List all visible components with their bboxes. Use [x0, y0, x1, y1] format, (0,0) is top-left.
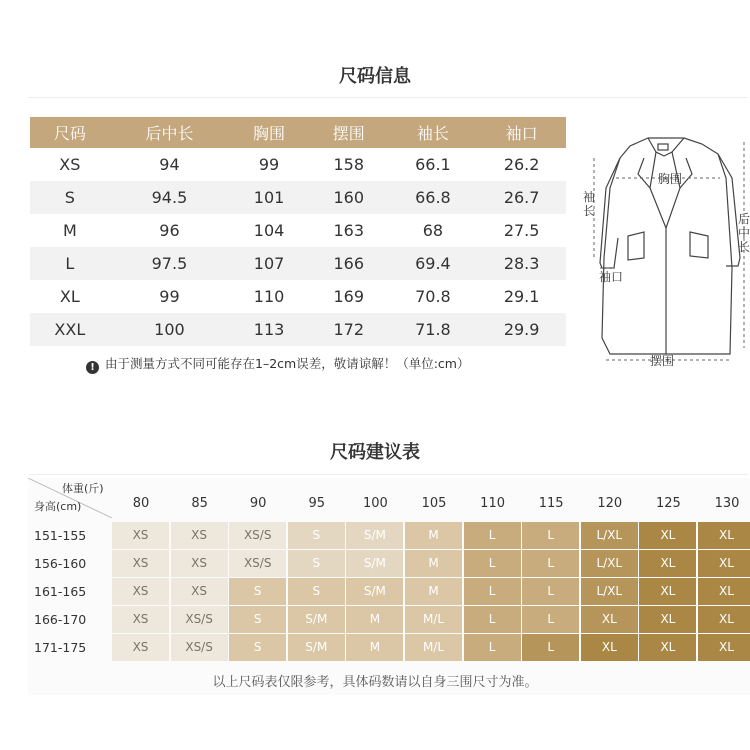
size-table-header: [30, 117, 566, 148]
size-recommendation-cell: M: [405, 578, 462, 605]
measurement-cell: 66.8: [389, 181, 478, 214]
size-recommendation-cell: M: [405, 522, 462, 549]
measurement-cell: 99: [258, 155, 280, 174]
recommendation-note: 以上尺码表仅限参考，具体码数请以自身三围尺寸为准。: [212, 675, 538, 690]
size-label-cell: XL: [59, 287, 80, 306]
weight-column-header: 130: [714, 496, 740, 511]
size-recommendation-cell: S/M: [288, 634, 345, 661]
size-recommendation-cell: L: [522, 634, 579, 661]
header-cell: 袖长: [389, 117, 478, 148]
size-recommendation-cell: XL: [698, 578, 750, 605]
size-row: [30, 280, 566, 313]
size-recommendation-cell: M/L: [405, 634, 462, 661]
measurement-cell: 26.2: [503, 155, 540, 174]
size-recommendation-cell: M: [405, 550, 462, 577]
size-recommendation-cell: XL: [698, 550, 750, 577]
hem-label: 摆围: [650, 354, 675, 368]
size-recommendation-cell: L/XL: [581, 550, 638, 577]
measurement-cell: 29.9: [477, 313, 566, 346]
size-label-cell: M: [62, 221, 77, 240]
height-row-header: 166-170: [34, 612, 87, 627]
size-row: [30, 181, 566, 214]
size-recommendation-cell: XS: [112, 578, 169, 605]
size-recommendation-cell: XL: [698, 634, 750, 661]
weight-column-header: 115: [538, 496, 564, 511]
measurement-cell: 68: [422, 221, 444, 240]
size-recommendation-cell: L/XL: [581, 578, 638, 605]
weight-column-header: 100: [362, 496, 388, 511]
weight-column-header: 120: [597, 496, 623, 511]
size-recommendation-title: 尺码建议表: [330, 442, 420, 463]
size-recommendation-cell: L: [522, 522, 579, 549]
measurement-note: [86, 354, 469, 374]
measurement-cell: 70.8: [415, 287, 451, 306]
measurement-cell: 160: [309, 181, 389, 214]
measurement-cell: 97.5: [110, 247, 230, 280]
measurement-cell: 27.5: [503, 221, 540, 240]
measurement-cell: 99: [159, 287, 180, 306]
measurement-cell: 101: [229, 181, 309, 214]
weight-column-header: 80: [132, 496, 150, 511]
size-recommendation-cell: S: [288, 522, 345, 549]
size-recommendation-cell: XS: [112, 522, 169, 549]
weight-column-header: 95: [308, 496, 326, 511]
size-recommendation-cell: L/XL: [581, 522, 638, 549]
size-recommendation-cell: M/L: [405, 606, 462, 633]
size-row: [30, 247, 566, 280]
size-info-table: [30, 117, 566, 346]
measurement-cell: 107: [229, 247, 309, 280]
size-recommendation-cell: L: [464, 634, 521, 661]
measurement-cell: 163: [333, 221, 364, 240]
height-row-header: 161-165: [34, 584, 87, 599]
size-recommendation-cell: L: [464, 578, 521, 605]
measurement-cell: 169: [333, 287, 364, 306]
header-cell: 尺码: [30, 117, 110, 148]
size-recommendation-cell: XS/S: [171, 606, 228, 633]
size-recommendation-cell: XS: [171, 578, 228, 605]
size-recommendation-cell: M: [346, 606, 403, 633]
size-label-cell: S: [30, 181, 110, 214]
size-recommendation-cell: XL: [581, 634, 638, 661]
size-recommendation-cell: S/M: [346, 522, 403, 549]
size-recommendation-cell: S: [288, 578, 345, 605]
divider: [28, 97, 748, 98]
measurement-cell: 26.7: [477, 181, 566, 214]
size-recommendation-cell: L: [464, 550, 521, 577]
size-label-cell: XS: [59, 155, 81, 174]
size-recommendation-cell: S/M: [288, 606, 345, 633]
height-row-header: 151-155: [34, 528, 87, 543]
measurement-cell: 28.3: [477, 247, 566, 280]
size-recommendation-cell: L: [522, 606, 579, 633]
measurement-cell: 158: [333, 155, 364, 174]
size-recommendation-cell: XS: [171, 550, 228, 577]
size-row: [30, 313, 566, 346]
weight-header: 体重(斤): [62, 482, 104, 495]
size-label-cell: L: [30, 247, 110, 280]
size-row: [30, 214, 566, 247]
info-icon: !: [86, 361, 99, 374]
measurement-cell: 29.1: [503, 287, 540, 306]
size-recommendation-cell: L: [522, 550, 579, 577]
weight-column-header: 110: [480, 496, 505, 511]
size-label-cell: XXL: [30, 313, 110, 346]
chest-label: 胸围: [658, 172, 683, 186]
size-row: [30, 148, 566, 181]
measurement-cell: 94.5: [110, 181, 230, 214]
size-recommendation-cell: XS: [112, 606, 169, 633]
size-recommendation-cell: XS/S: [229, 550, 286, 577]
size-recommendation-cell: XS: [171, 522, 228, 549]
size-info-title: 尺码信息: [339, 66, 411, 87]
sleeve-length-label: 袖长: [583, 190, 596, 218]
back-length-label: 后中长: [738, 212, 750, 254]
size-recommendation-cell: XS/S: [171, 634, 228, 661]
size-recommendation-cell: XL: [639, 634, 696, 661]
size-recommendation-cell: XL: [698, 606, 750, 633]
coat-outline: [580, 118, 750, 380]
size-recommendation-cell: L: [464, 522, 521, 549]
height-row-header: 171-175: [34, 640, 87, 655]
size-recommendation-cell: S/M: [346, 550, 403, 577]
coat-diagram: [580, 118, 750, 380]
header-cell: 摆围: [309, 117, 389, 148]
height-row-header: 156-160: [34, 556, 87, 571]
size-recommendation-cell: S: [229, 634, 286, 661]
header-cell: 后中长: [110, 117, 230, 148]
weight-column-header: 125: [655, 496, 681, 511]
size-recommendation-cell: S/M: [346, 578, 403, 605]
size-recommendation-cell: L: [464, 606, 521, 633]
size-recommendation-table: [28, 478, 750, 695]
size-recommendation-cell: S: [288, 550, 345, 577]
size-recommendation-cell: M: [346, 634, 403, 661]
measurement-note-text: 由于测量方式不同可能存在1–2cm误差，敬请谅解！（单位:cm）: [105, 356, 470, 371]
size-recommendation-cell: XL: [698, 522, 750, 549]
weight-column-header: 90: [249, 496, 267, 511]
size-recommendation-cell: L: [522, 578, 579, 605]
measurement-cell: 110: [253, 287, 285, 306]
header-cell: 胸围: [229, 117, 309, 148]
size-recommendation-cell: XL: [639, 522, 696, 549]
cuff-label: 袖口: [599, 270, 624, 284]
header-cell: 袖口: [477, 117, 566, 148]
measurement-cell: 166: [309, 247, 389, 280]
measurement-cell: 104: [253, 221, 285, 240]
size-recommendation-cell: XL: [639, 578, 696, 605]
measurement-cell: 94: [159, 155, 180, 174]
size-recommendation-cell: S: [229, 578, 286, 605]
measurement-cell: 172: [309, 313, 389, 346]
size-recommendation-cell: XS: [112, 634, 169, 661]
size-recommendation-cell: XL: [639, 606, 696, 633]
divider: [28, 474, 748, 475]
size-recommendation-cell: XL: [639, 550, 696, 577]
size-recommendation-cell: S: [229, 606, 286, 633]
size-recommendation-cell: XS: [112, 550, 169, 577]
measurement-cell: 69.4: [389, 247, 478, 280]
measurement-cell: 71.8: [389, 313, 478, 346]
weight-column-header: 85: [191, 496, 208, 511]
size-recommendation-cell: XS/S: [229, 522, 286, 549]
measurement-cell: 96: [159, 221, 180, 240]
size-recommendation-cell: XL: [581, 606, 638, 633]
measurement-cell: 113: [229, 313, 309, 346]
height-header: 身高(cm): [34, 500, 82, 513]
measurement-cell: 66.1: [415, 155, 451, 174]
measurement-cell: 100: [110, 313, 230, 346]
weight-column-header: 105: [421, 496, 447, 511]
